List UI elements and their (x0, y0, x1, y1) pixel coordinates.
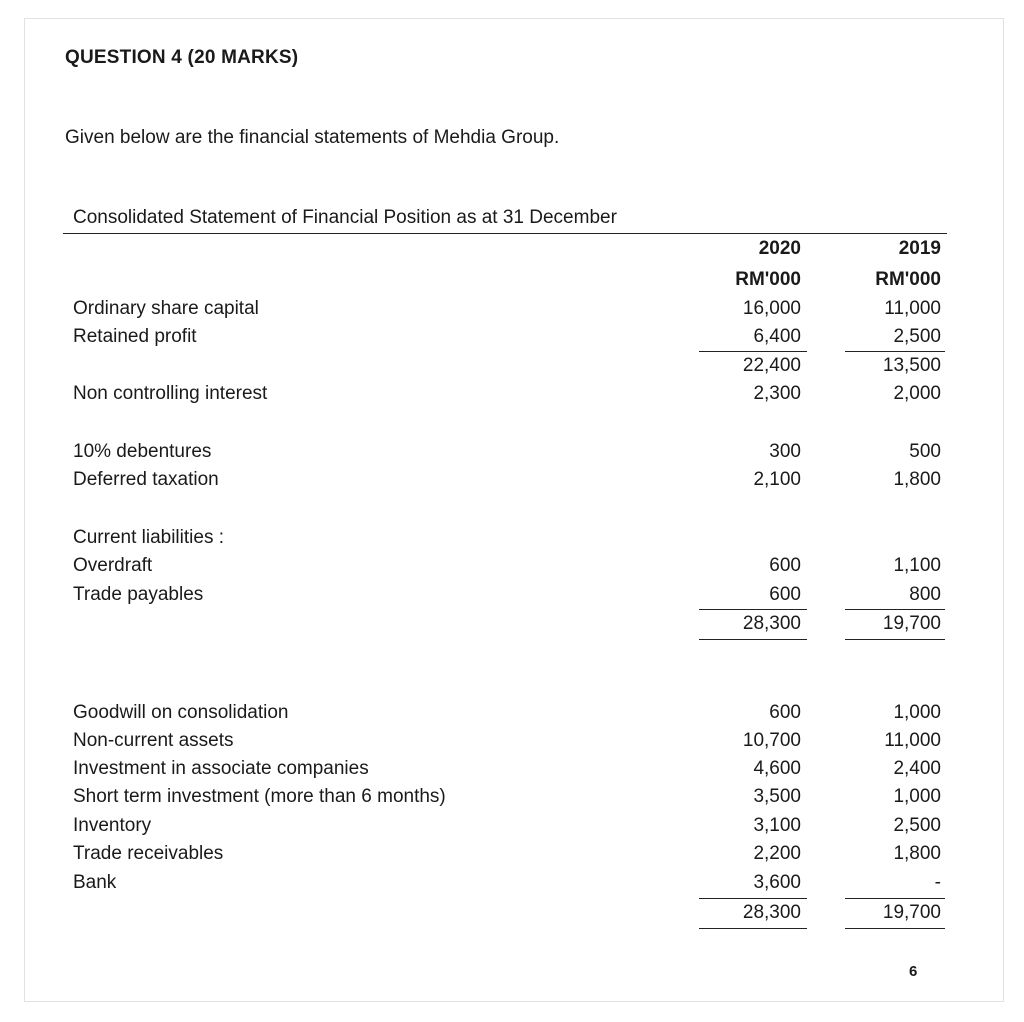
question-heading: QUESTION 4 (20 MARKS) (65, 47, 299, 68)
value-2019: 11,000 (884, 298, 941, 319)
value-2020: 28,300 (742, 902, 801, 923)
value-2020: 600 (769, 555, 801, 576)
table-row (25, 295, 1005, 323)
value-2020: 300 (769, 441, 801, 462)
value-2019: 1,800 (893, 469, 941, 490)
title-rule (63, 233, 947, 234)
value-2019: 500 (909, 441, 941, 462)
value-2020: 4,600 (753, 758, 801, 779)
value-2019: 800 (909, 584, 941, 605)
table-row (25, 524, 1005, 552)
year-header-row (25, 235, 1005, 263)
value-2020: 16,000 (742, 298, 801, 319)
table-row (25, 755, 1005, 783)
page-number: 6 (909, 963, 918, 980)
total-underline-2019 (845, 639, 945, 640)
table-row (25, 727, 1005, 755)
value-2019: 13,500 (882, 355, 941, 376)
table-row (25, 840, 1005, 868)
value-2020: 10,700 (742, 730, 801, 751)
table-row (25, 783, 1005, 811)
value-2019: 2,400 (893, 758, 941, 779)
row-label: Non controlling interest (73, 383, 268, 404)
value-2020: 22,400 (742, 355, 801, 376)
value-2020: 600 (769, 702, 801, 723)
row-label: Overdraft (73, 555, 153, 576)
value-2020: 28,300 (742, 613, 801, 634)
row-label: Ordinary share capital (73, 298, 259, 319)
row-label: Deferred taxation (73, 469, 219, 490)
year-2019-header: 2019 (898, 238, 941, 259)
table-row (25, 899, 1005, 927)
table-row (25, 380, 1005, 408)
value-2020: 6,400 (753, 326, 801, 347)
table-row (25, 323, 1005, 351)
unit-header-row (25, 266, 1005, 294)
row-label: 10% debentures (73, 441, 212, 462)
value-2020: 2,200 (753, 843, 801, 864)
document-page (24, 18, 1004, 1002)
row-label: Bank (73, 872, 117, 893)
table-row (25, 581, 1005, 609)
row-label: Trade receivables (73, 843, 224, 864)
value-2019: 1,100 (893, 555, 941, 576)
table-row (25, 610, 1005, 638)
table-row (25, 438, 1005, 466)
table-row (25, 352, 1005, 380)
assets-total-underline-2019 (845, 928, 945, 929)
table-row (25, 552, 1005, 580)
row-label: Short term investment (more than 6 months) (73, 786, 446, 807)
value-2020: 3,100 (753, 815, 801, 836)
row-label: Retained profit (73, 326, 197, 347)
value-2019: 1,800 (893, 843, 941, 864)
row-label: Goodwill on consolidation (73, 702, 289, 723)
value-2019: 2,000 (893, 383, 941, 404)
table-row (25, 869, 1005, 897)
row-label: Trade payables (73, 584, 204, 605)
intro-text: Given below are the financial statements of Mehdia Group. (65, 127, 560, 148)
table-row (25, 466, 1005, 494)
total-underline-2020 (699, 639, 807, 640)
value-2019: 2,500 (893, 326, 941, 347)
value-2020: 2,100 (753, 469, 801, 490)
unit-2019-header: RM'000 (875, 269, 941, 290)
row-label: Current liabilities : (73, 527, 224, 548)
value-2020: 3,500 (753, 786, 801, 807)
assets-total-underline-2020 (699, 928, 807, 929)
value-2019: 1,000 (893, 702, 941, 723)
value-2020: 3,600 (753, 872, 801, 893)
value-2020: 2,300 (753, 383, 801, 404)
value-2019: 2,500 (893, 815, 941, 836)
statement-title: Consolidated Statement of Financial Position as at 31 December (73, 207, 617, 228)
year-2020-header: 2020 (758, 238, 801, 259)
value-2019: - (934, 872, 941, 893)
row-label: Investment in associate companies (73, 758, 369, 779)
table-row (25, 812, 1005, 840)
value-2020: 600 (769, 584, 801, 605)
row-label: Non-current assets (73, 730, 234, 751)
value-2019: 19,700 (882, 613, 941, 634)
row-label: Inventory (73, 815, 152, 836)
table-row (25, 699, 1005, 727)
value-2019: 11,000 (884, 730, 941, 751)
unit-2020-header: RM'000 (735, 269, 801, 290)
value-2019: 1,000 (893, 786, 941, 807)
value-2019: 19,700 (882, 902, 941, 923)
